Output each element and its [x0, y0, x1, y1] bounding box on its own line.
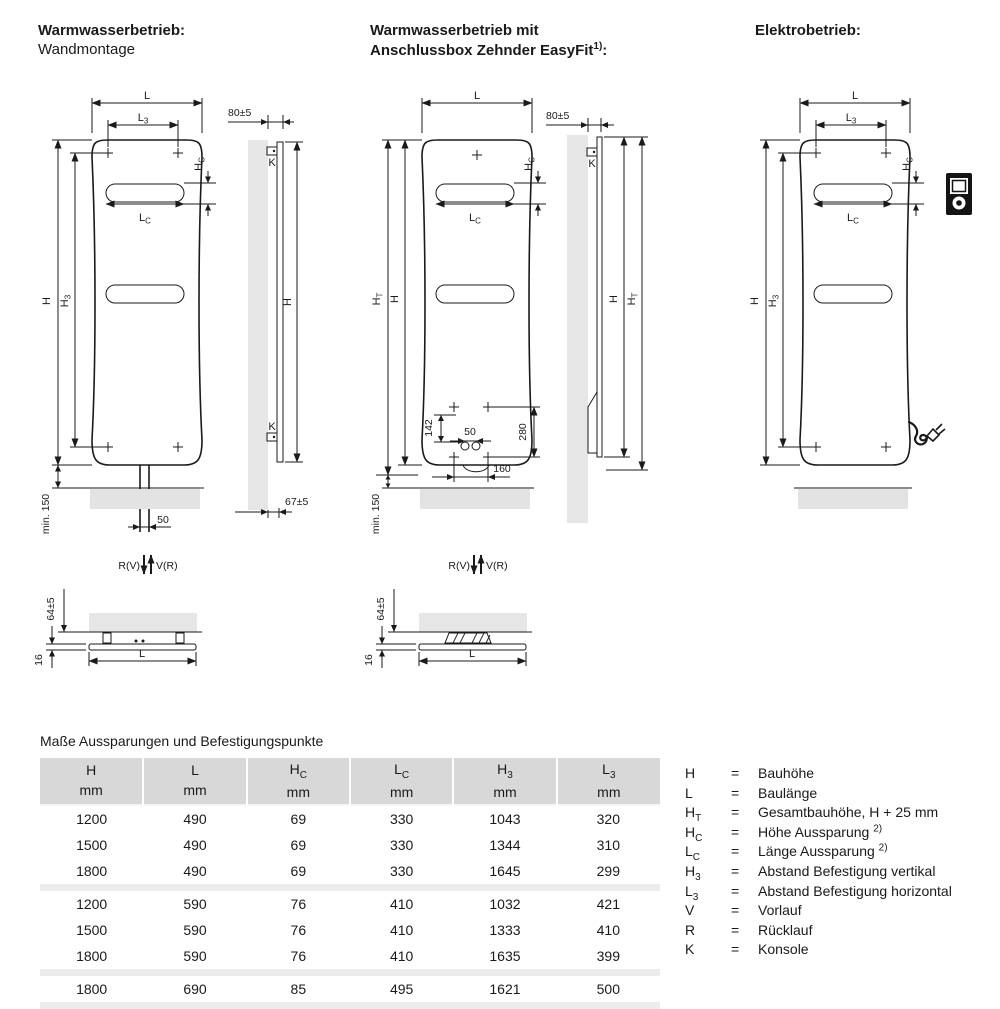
legend-text: Baulänge	[758, 784, 818, 801]
table-cell: 590	[143, 917, 246, 943]
dim-label-H: H	[389, 295, 401, 303]
table-cell: 1645	[453, 858, 556, 884]
table-cell: 410	[557, 917, 660, 943]
dim-280	[492, 407, 540, 457]
dim-min150	[370, 475, 418, 534]
radiator-front-view	[40, 90, 216, 574]
table-cell: 1800	[40, 858, 143, 884]
dim-label-160: 160	[493, 463, 511, 475]
dimension-table	[40, 758, 660, 1009]
dim-label-L3: $L_3$	[845, 112, 857, 126]
radiator-side-view	[546, 110, 648, 523]
table-cell: 490	[143, 805, 246, 832]
console-bracket-top	[267, 147, 277, 169]
table-cell: 310	[557, 832, 660, 858]
dim-label-HC: $H_C$	[901, 157, 915, 171]
table-cell: 330	[350, 805, 453, 832]
table-cell: 299	[557, 858, 660, 884]
heading-warmwasser-easyfit	[370, 22, 607, 61]
remote-control-icon	[946, 173, 972, 215]
table-cell: 490	[143, 858, 246, 884]
cutout-slot-top	[814, 184, 892, 202]
wall	[419, 613, 527, 632]
table-cell: 76	[247, 891, 350, 917]
dim-label-min150: min. 150	[40, 493, 52, 535]
dim-label-142: 142	[423, 419, 435, 437]
heading-line: Wandmontage	[38, 40, 136, 58]
floor	[794, 488, 912, 509]
table-row	[40, 805, 660, 832]
flow-direction-labels	[448, 555, 507, 574]
valve-cover-bump	[463, 465, 489, 472]
column-header: $H_C$ mm	[247, 758, 350, 805]
dim-label-H: H	[41, 297, 53, 305]
legend-text: Rücklauf	[758, 921, 813, 938]
legend-item	[685, 803, 995, 823]
table-cell: 1635	[453, 943, 556, 969]
table-cell: 690	[143, 976, 246, 1002]
dim-80	[228, 107, 294, 129]
column-header: $L_3$ mm	[557, 758, 660, 805]
table-row	[40, 858, 660, 884]
table-cell: 76	[247, 917, 350, 943]
legend	[685, 764, 995, 960]
legend-equals: =	[731, 843, 740, 860]
radiator-profile	[597, 137, 602, 457]
legend-symbol: R	[685, 921, 696, 938]
wall	[89, 613, 197, 632]
table-cell: 85	[247, 976, 350, 1002]
dim-label-280: 280	[517, 423, 529, 441]
dim-label-H: H	[282, 298, 294, 306]
heading-warmwasser-wandmontage	[38, 22, 185, 60]
dim-label-H3: $H_3$	[767, 294, 781, 308]
table-cell: 1043	[453, 805, 556, 832]
base-mounting-view	[363, 589, 532, 668]
dim-label-L: L	[468, 648, 476, 660]
table-row	[40, 832, 660, 858]
dim-label-VR: V(R)	[486, 560, 508, 572]
legend-equals: =	[731, 823, 740, 840]
dim-H3	[767, 153, 812, 447]
wall	[248, 140, 268, 510]
wall	[567, 135, 588, 523]
dim-label-L: L	[473, 90, 481, 102]
dim-64	[45, 589, 67, 632]
table-cell: 69	[247, 858, 350, 884]
dim-label-16: 16	[33, 654, 45, 666]
dim-label-80: 80±5	[228, 107, 252, 119]
cutout-slot-top	[106, 184, 184, 202]
legend-item	[685, 764, 995, 784]
legend-equals: =	[731, 862, 740, 879]
dim-label-RV: R(V)	[448, 560, 470, 572]
floor	[86, 488, 204, 509]
legend-item	[685, 940, 995, 960]
easyfit-connection-box	[588, 392, 597, 453]
heading-line: Anschlussbox Zehnder EasyFit$^{1)}$:	[370, 40, 608, 59]
table-cell: 69	[247, 805, 350, 832]
legend-text: Abstand Befestigung vertikal	[758, 862, 936, 879]
dim-label-64: 64±5	[375, 597, 387, 621]
column-header: H mm	[40, 758, 143, 805]
connection-port	[472, 442, 480, 450]
mounting-point-marks	[103, 148, 183, 452]
table-cell: 421	[557, 891, 660, 917]
dim-label-LC: $L_C$	[847, 212, 859, 226]
table-title: Maße Aussparungen und Befestigungspunkte	[40, 733, 324, 749]
table-row	[40, 917, 660, 943]
dim-L3	[816, 112, 886, 147]
flow-direction-labels	[118, 555, 177, 574]
bracket-stub	[176, 633, 184, 643]
table-cell: 410	[350, 943, 453, 969]
dim-label-H: H	[608, 295, 620, 303]
table-cell: 330	[350, 858, 453, 884]
legend-symbol: $H_C$	[685, 823, 703, 844]
base-mounting-view	[33, 589, 202, 668]
table-cell: 410	[350, 891, 453, 917]
dim-label-HT: $H_T$	[371, 292, 385, 306]
heading-elektrobetrieb	[755, 22, 861, 41]
console-bracket-bottom	[267, 421, 277, 441]
table-cell: 1500	[40, 832, 143, 858]
legend-text: Vorlauf	[758, 902, 802, 919]
legend-symbol: $L_C$	[685, 843, 701, 864]
legend-item	[685, 921, 995, 941]
column-header: L mm	[143, 758, 246, 805]
legend-text: Länge Aussparung $^{2)}$	[758, 842, 888, 860]
table-cell: 410	[350, 917, 453, 943]
legend-equals: =	[731, 921, 740, 938]
table-cell: 1800	[40, 976, 143, 1002]
legend-text: Konsole	[758, 941, 809, 958]
dim-LC	[436, 204, 514, 226]
radiator-front-view	[370, 90, 546, 574]
floor	[414, 488, 534, 509]
legend-symbol: K	[685, 941, 695, 958]
dim-label-50: 50	[464, 426, 476, 438]
legend-text: Abstand Befestigung horizontal	[758, 882, 952, 899]
dim-label-L: L	[143, 90, 151, 102]
dim-L3	[108, 112, 178, 147]
dim-64	[375, 589, 397, 632]
dim-H	[389, 140, 422, 465]
legend-item	[685, 823, 995, 843]
table-cell: 1200	[40, 891, 143, 917]
dim-H-side	[604, 137, 648, 457]
dim-label-K: K	[268, 421, 276, 433]
dim-label-VR: V(R)	[156, 560, 178, 572]
dim-label-LC: $L_C$	[139, 212, 151, 226]
legend-item	[685, 901, 995, 921]
table-cell: 330	[350, 832, 453, 858]
diagram-elektrobetrieb	[738, 85, 1000, 535]
dim-label-64: 64±5	[45, 597, 57, 621]
legend-text: Bauhöhe	[758, 765, 815, 781]
cutout-slot-top	[436, 184, 514, 202]
table-cell: 1032	[453, 891, 556, 917]
legend-text: Höhe Aussparung $^{2)}$	[758, 823, 883, 840]
legend-item	[685, 882, 995, 902]
legend-item	[685, 784, 995, 804]
power-plug-icon	[927, 429, 939, 441]
dim-label-67: 67±5	[285, 496, 309, 508]
dim-label-80: 80±5	[546, 110, 570, 122]
radiator-front-view	[749, 90, 945, 509]
dim-label-H3: $H_3$	[59, 294, 73, 308]
dim-label-HC: $H_C$	[523, 157, 537, 171]
table-cell: 69	[247, 832, 350, 858]
cutout-slot-middle	[436, 285, 514, 303]
dim-label-16: 16	[363, 654, 375, 666]
column-header: $H_3$ mm	[453, 758, 556, 805]
table-header-row	[40, 758, 660, 805]
table-cell: 399	[557, 943, 660, 969]
legend-equals: =	[731, 902, 740, 919]
table-cell: 1344	[453, 832, 556, 858]
dim-label-min150: min. 150	[370, 493, 382, 535]
dim-label-L: L	[851, 90, 859, 102]
dim-label-LC: $L_C$	[469, 212, 481, 226]
table-cell: 500	[557, 976, 660, 1002]
dim-80	[546, 110, 614, 132]
cutout-slot-middle	[814, 285, 892, 303]
table-cell: 76	[247, 943, 350, 969]
legend-symbol: V	[685, 902, 695, 919]
footnote-ref: 1)	[593, 40, 603, 52]
table-cell: 320	[557, 805, 660, 832]
diagram-warmwasser-easyfit	[360, 85, 660, 685]
cutout-slot-middle	[106, 285, 184, 303]
legend-equals: =	[731, 765, 740, 781]
table-cell: 1333	[453, 917, 556, 943]
mounting-point-marks	[811, 148, 891, 452]
dim-label-HT: $H_T$	[626, 292, 640, 306]
radiator-side-view	[228, 107, 308, 518]
legend-symbol: H	[685, 765, 696, 781]
legend-equals: =	[731, 882, 740, 899]
table-row	[40, 976, 660, 1002]
dim-label-50: 50	[157, 514, 169, 526]
dim-label-L3: $L_3$	[137, 112, 149, 126]
dim-label-HC: $H_C$	[193, 157, 207, 171]
legend-symbol: $H_T$	[685, 804, 702, 824]
dim-LC	[814, 204, 892, 226]
power-cord	[909, 422, 945, 444]
dimension-table-section	[40, 733, 660, 1009]
dim-min150	[40, 465, 88, 534]
table-cell: 1800	[40, 943, 143, 969]
dim-H-side	[282, 142, 303, 462]
table-row	[40, 943, 660, 969]
table-cell: 1500	[40, 917, 143, 943]
dim-label-K: K	[588, 158, 596, 170]
table-cell: 590	[143, 943, 246, 969]
legend-item	[685, 862, 995, 882]
table-group-separator	[40, 884, 660, 891]
legend-equals: =	[731, 941, 740, 958]
dim-label-L: L	[138, 648, 146, 660]
connection-port	[461, 442, 469, 450]
legend-equals: =	[731, 784, 740, 801]
table-body	[40, 805, 660, 1009]
table-group-separator	[40, 969, 660, 976]
legend-symbol: $H_3$	[685, 862, 701, 883]
table-cell: 495	[350, 976, 453, 1002]
legend-item	[685, 842, 995, 862]
bracket-stub	[103, 633, 111, 643]
heading-line: Warmwasserbetrieb mit	[370, 22, 539, 39]
dim-LC	[106, 204, 184, 226]
legend-symbol: $L_3$	[685, 882, 699, 903]
dim-label-RV: R(V)	[118, 560, 140, 572]
dim-label-H: H	[749, 297, 761, 305]
dim-HT	[371, 140, 422, 475]
column-header: $L_C$ mm	[350, 758, 453, 805]
legend-equals: =	[731, 804, 740, 821]
table-cell: 1621	[453, 976, 556, 1002]
heading-line: Warmwasserbetrieb:	[38, 22, 185, 39]
dim-L-base	[89, 648, 196, 666]
table-group-separator	[40, 1002, 660, 1009]
table-row	[40, 891, 660, 917]
dim-L-base	[419, 648, 526, 666]
easyfit-box-bottom-view	[445, 633, 491, 643]
legend-symbol: L	[685, 784, 693, 801]
table-cell: 1200	[40, 805, 143, 832]
dim-label-K: K	[268, 157, 276, 169]
dim-67	[235, 496, 308, 518]
dim-L	[422, 90, 532, 133]
heading-line: Elektrobetrieb:	[755, 22, 861, 39]
dim-H3	[59, 153, 104, 447]
diagram-warmwasser-wandmontage	[30, 85, 330, 685]
table-cell: 490	[143, 832, 246, 858]
dim-50	[450, 426, 491, 444]
table-cell: 590	[143, 891, 246, 917]
console-bracket-top	[587, 148, 597, 170]
dim-142	[423, 415, 463, 442]
legend-text: Gesamtbauhöhe, H + 25 mm	[758, 804, 939, 821]
